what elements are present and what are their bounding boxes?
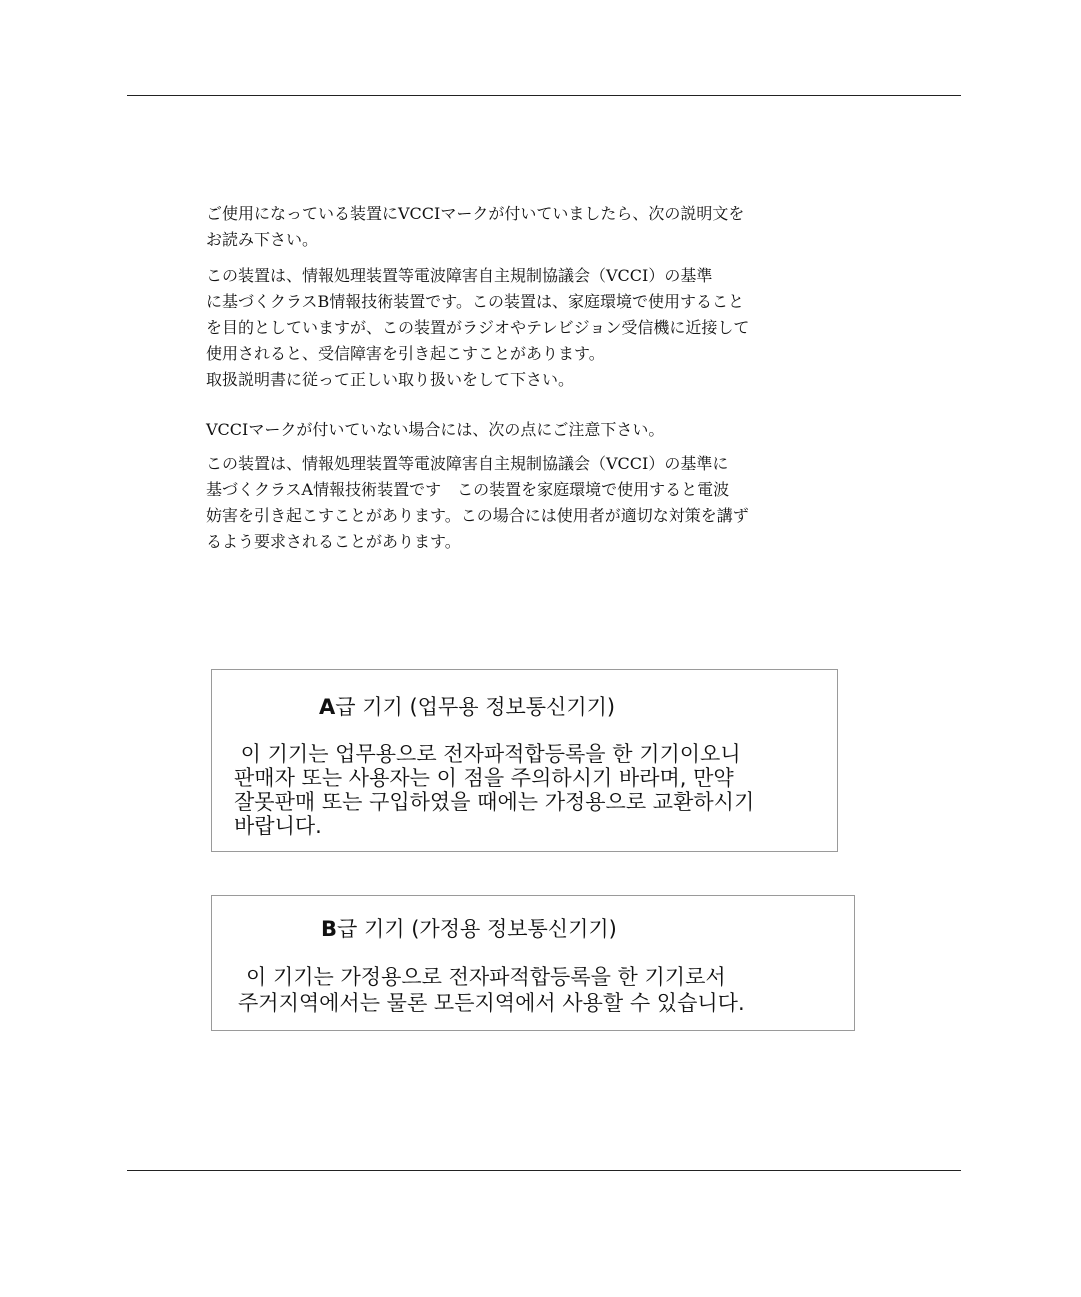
text-line: を目的としていますが、この装置がラジオやテレビジョン受信機に近接して [206, 318, 750, 337]
text-line: 이 기기는 가정용으로 전자파적합등록을 한 기기로서 [246, 965, 726, 989]
title-text: 급 기기 (가정용 정보통신기기) [337, 917, 617, 941]
header-rule [127, 95, 961, 96]
vcci-class-b-notice [206, 263, 826, 393]
vcci-class-a-notice [206, 451, 826, 555]
text-line: 妨害を引き起こすことがあります。この場合には使用者が適切な対策を講ず [206, 506, 749, 525]
text-line: VCCIマークが付いていない場合には、次の点にご注意下さい。 [206, 420, 665, 439]
text-line: 使用されると、受信障害を引き起こすことがあります。 [206, 344, 605, 363]
text-line: お読み下さい。 [206, 230, 319, 249]
text-line: この装置は、情報処理装置等電波障害自主規制協議会（VCCI）の基準 [206, 266, 713, 285]
korea-class-a-box [211, 669, 838, 852]
vcci-no-mark-intro [206, 417, 826, 443]
text-line: 이 기기는 업무용으로 전자파적합등록을 한 기기이오니 [234, 742, 741, 766]
text-line: この装置は、情報処理装置等電波障害自主規制協議会（VCCI）の基準に [206, 454, 729, 473]
korea-class-a-body [234, 742, 754, 838]
text-line: 주거지역에서는 물론 모든지역에서 사용할 수 있습니다. [238, 991, 745, 1015]
text-line: 판매자 또는 사용자는 이 점을 주의하시기 바라며, 만약 [234, 766, 734, 790]
korea-class-b-box [211, 895, 855, 1031]
text-line: 잘못판매 또는 구입하였을 때에는 가정용으로 교환하시기 [234, 790, 755, 814]
text-line: 바랍니다. [234, 814, 322, 838]
korea-class-b-title [321, 916, 617, 942]
title-text: 급 기기 (업무용 정보통신기기) [335, 695, 616, 719]
class-letter: A [319, 695, 336, 719]
class-letter: B [321, 917, 338, 941]
text-line: 基づくクラスA情報技術装置です この装置を家庭環境で使用すると電波 [206, 480, 730, 499]
korea-class-a-title [319, 694, 615, 720]
text-line: ご使用になっている装置にVCCIマークが付いていましたら、次の説明文を [206, 204, 745, 223]
text-line: 取扱説明書に従って正しい取り扱いをして下さい。 [206, 370, 575, 389]
text-line: るよう要求されることがあります。 [206, 532, 461, 551]
text-line: に基づくクラスB情報技術装置です。この装置は、家庭環境で使用すること [206, 292, 744, 311]
footer-rule [127, 1170, 961, 1171]
vcci-intro [206, 201, 826, 253]
korea-class-b-body [238, 964, 745, 1016]
